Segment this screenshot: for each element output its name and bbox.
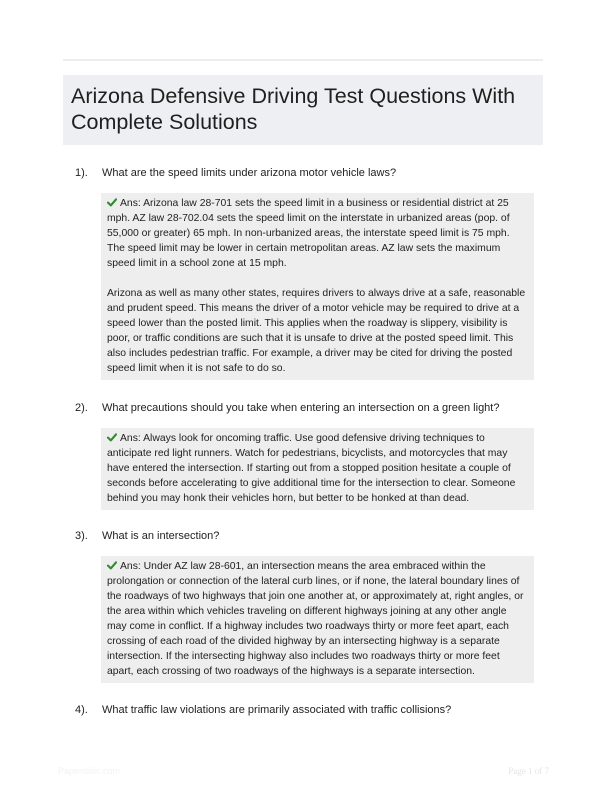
answer-paragraph	[107, 431, 528, 506]
page-title	[71, 83, 535, 135]
answer-box	[101, 428, 534, 510]
answer-paragraph: Arizona as well as many other states, requires drivers to always drive at a safe, reasonable and prudent speed. This means the driver of a motor vehicle may be required to drive at a speed lower than the posted limit. This applies when the roadway is slippery, visibility is poor, or traffic conditions are such that it is unsafe to drive at the posted speed limit. This also includes pedestrian traffic. For example, a driver may be cited for driving the posted speed limit when it is not safe to do so.	[107, 288, 526, 374]
page-number: Page 1 of 7	[508, 766, 549, 776]
question-number: 3).	[75, 530, 88, 542]
check-icon	[107, 433, 117, 442]
check-icon	[107, 561, 117, 570]
question-text: What is an intersection?	[102, 530, 220, 542]
answer-box	[101, 556, 534, 683]
header-divider	[63, 59, 543, 61]
answer-text: Ans: Always look for oncoming traffic. Use good defensive driving techniques to anticipate red light runners. Watch for pedestrians, bicyclists, and motorcycles that may have entered the intersection. If starting out from a stopped position hesitate a couple of seconds before accelerating to give additional time for the intersection to clear. Someone behind you may honk their vehicles horn, but better to be honked at than dead.	[107, 433, 516, 504]
title-banner	[63, 75, 543, 145]
title-line-1: Arizona Defensive Driving Test Questions With	[71, 84, 516, 108]
question-number: 1).	[75, 167, 88, 179]
answer-text: Ans: Under AZ law 28-601, an intersection means the area embraced within the prolongation or connection of the lateral curb lines, or if none, the lateral boundary lines of the roadways of two highways that join one another at, or approximately at, right angles, or the area within which vehicles traveling on different highways joining at any other angle may come in conflict. If a highway includes two roadways thirty or more feet apart, each crossing of each road of the divided highway by an intersecting highway is a separate intersection. If the intersecting highway also includes two roadways thirty or more feet apart, each crossing of two roadways of the highways is a separate intersection.	[107, 561, 524, 677]
question-item	[63, 165, 543, 380]
answer-box	[101, 193, 534, 380]
question-text: What are the speed limits under arizona motor vehicle laws?	[102, 167, 397, 179]
title-line-2: Complete Solutions	[71, 110, 258, 134]
question-item	[63, 528, 543, 683]
question-item	[63, 702, 543, 720]
question-number: 4).	[75, 704, 88, 716]
question-item	[63, 400, 543, 510]
question-text: What precautions should you take when entering an intersection on a green light?	[102, 402, 500, 414]
footer-watermark: Paperdibic.com	[58, 766, 121, 776]
check-icon	[107, 198, 117, 207]
answer-text: Ans: Arizona law 28-701 sets the speed limit in a business or residential district at 25 mph. AZ law 28-702.04 sets the speed limit on the interstate in urbanized areas (pop. of 55,000 or greater) 65 mph. In non-urbanized areas, the interstate speed limit is 75 mph. The speed limit may be lower in certain metropolitan areas. AZ law sets the maximum speed limit in a school zone at 15 mph.	[107, 198, 510, 269]
question-text: What traffic law violations are primarily associated with traffic collisions?	[102, 704, 452, 716]
answer-paragraph	[107, 196, 528, 271]
question-number: 2).	[75, 402, 88, 414]
answer-paragraph	[107, 559, 528, 679]
